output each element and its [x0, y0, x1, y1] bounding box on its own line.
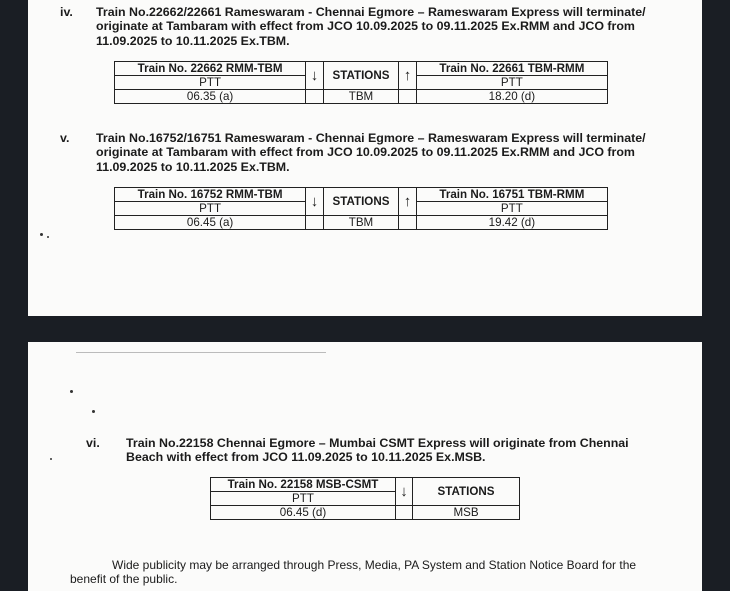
schedule-table-iv [114, 61, 608, 104]
station-value: TBM [323, 216, 398, 230]
speck [40, 233, 43, 236]
left-value: 06.45 (d) [211, 506, 396, 520]
left-value: 06.45 (a) [115, 216, 306, 230]
down-arrow-icon: ↓ [306, 62, 324, 90]
arrow-blank [306, 216, 324, 230]
right-value: 19.42 (d) [416, 216, 607, 230]
stations-header: STATIONS [323, 62, 398, 90]
up-arrow-icon: ↑ [399, 188, 417, 216]
left-header: Train No. 16752 RMM-TBM [115, 188, 306, 202]
schedule-table-vi [210, 477, 520, 520]
down-arrow-icon: ↓ [396, 478, 413, 506]
scan-line [76, 352, 326, 353]
speck [50, 458, 52, 460]
speck [70, 390, 73, 393]
right-sub: PTT [416, 76, 607, 90]
stations-header: STATIONS [413, 478, 520, 506]
stations-header: STATIONS [323, 188, 398, 216]
left-header: Train No. 22158 MSB-CSMT [211, 478, 396, 492]
document-page-1 [28, 0, 702, 316]
footer-note [70, 558, 670, 586]
up-arrow-icon: ↑ [399, 62, 417, 90]
right-header: Train No. 16751 TBM-RMM [416, 188, 607, 202]
arrow-blank [399, 216, 417, 230]
item-v [60, 131, 672, 174]
left-value: 06.35 (a) [115, 90, 306, 104]
station-value: MSB [413, 506, 520, 520]
schedule-table-v [114, 187, 608, 230]
item-text: Train No.22158 Chennai Egmore – Mumbai CSMT Express will originate from Chennai Beach with effect from JCO 11.09.2025 to 10.11.2025 Ex.MSB. [126, 436, 629, 465]
speck [47, 236, 49, 238]
item-number: vi. [86, 436, 100, 450]
left-sub: PTT [115, 76, 306, 90]
speck [92, 410, 95, 413]
document-page-2 [28, 342, 702, 591]
item-number: v. [60, 131, 70, 145]
footer-text: Wide publicity may be arranged through Press, Media, PA System and Station Notice Board for the benefit of the public. [70, 558, 637, 586]
left-sub: PTT [211, 492, 396, 506]
item-vi [86, 436, 662, 465]
right-value: 18.20 (d) [416, 90, 607, 104]
right-sub: PTT [416, 202, 607, 216]
item-text: Train No.22662/22661 Rameswaram - Chennai Egmore – Rameswaram Express will terminate/ originate at Tambaram with effect from JCO 10.09.2025 to 09.11.2025 Ex.RMM and JCO from 11.09.2025 to 10.11.2025 Ex.TBM. [96, 5, 646, 48]
down-arrow-icon: ↓ [306, 188, 324, 216]
station-value: TBM [323, 90, 398, 104]
item-number: iv. [60, 5, 73, 19]
arrow-blank [396, 506, 413, 520]
left-header: Train No. 22662 RMM-TBM [115, 62, 306, 76]
arrow-blank [306, 90, 324, 104]
arrow-blank [399, 90, 417, 104]
item-iv [60, 5, 672, 48]
left-sub: PTT [115, 202, 306, 216]
item-text: Train No.16752/16751 Rameswaram - Chennai Egmore – Rameswaram Express will terminate/ originate at Tambaram with effect from JCO 10.09.2025 to 09.11.2025 Ex.RMM and JCO from 11.09.2025 to 10.11.2025 Ex.TBM. [96, 131, 646, 174]
right-header: Train No. 22661 TBM-RMM [416, 62, 607, 76]
